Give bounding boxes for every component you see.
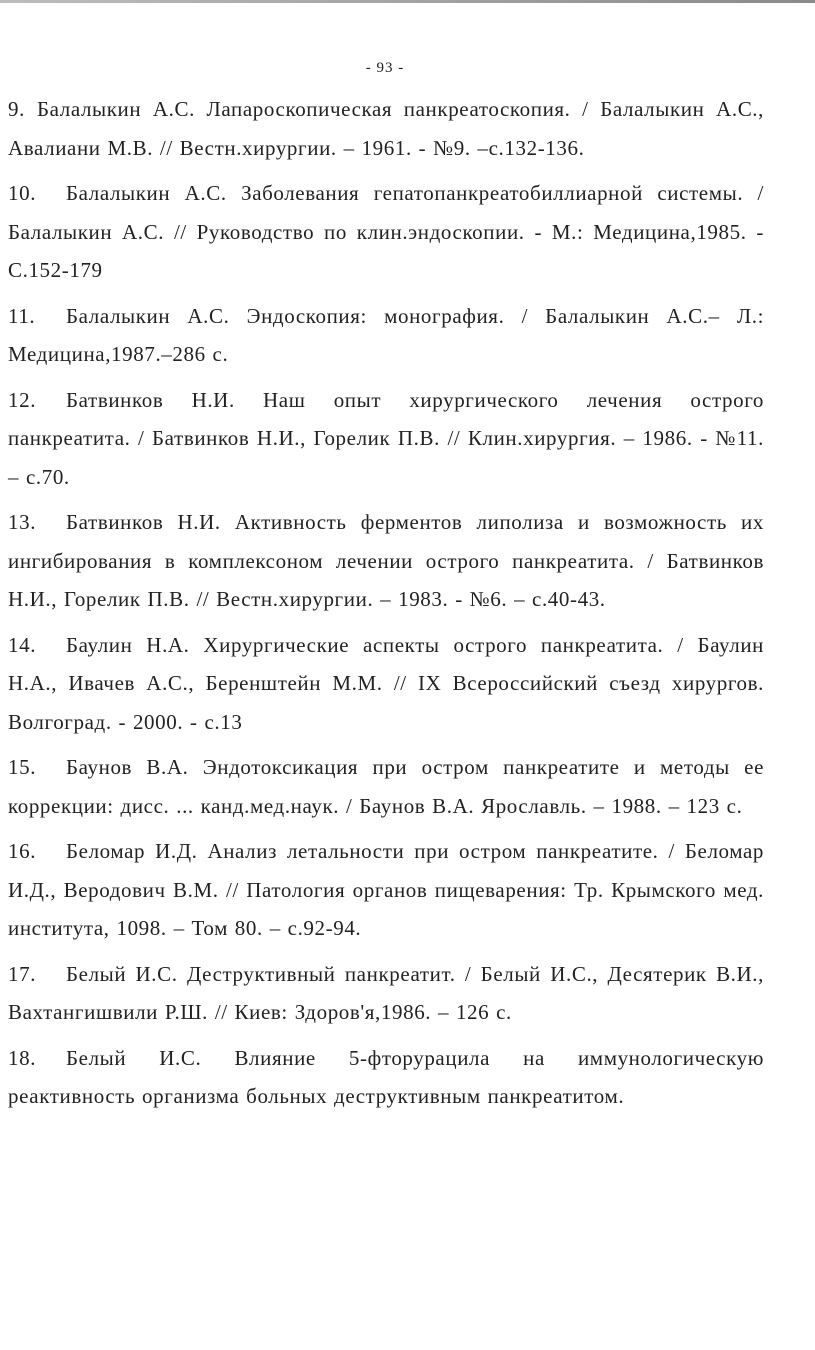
reference-item — [8, 748, 764, 825]
reference-item — [8, 503, 764, 619]
reference-text: Баулин Н.А. Хирургические аспекты острого панкреатита. / Баулин Н.А., Ивачев А.С., Беренштейн М.М. // IX Всероссийский съезд хирургов. Волгоград. - 2000. - с.13 — [8, 632, 764, 734]
reference-text: Баунов В.А. Эндотоксикация при остром панкреатите и методы ее коррекции: дисс. ... канд.мед.наук. / Баунов В.А. Ярославль. – 1988. – 123 с. — [8, 755, 764, 818]
reference-number: 13. — [8, 510, 37, 534]
reference-text: Балалыкин А.С. Заболевания гепатопанкреатобиллиарной системы. / Балалыкин А.С. // Руководство по клин.эндоскопии. - М.: Медицина,1985. - С.152-179 — [8, 181, 764, 282]
reference-text: Белый И.С. Деструктивный панкреатит. / Белый И.С., Десятерик В.И., Вахтангишвили Р.Ш. // Киев: Здоров'я,1986. – 126 с. — [8, 961, 764, 1024]
reference-number: 11. — [8, 303, 36, 328]
reference-number: 9. — [8, 97, 25, 121]
reference-number: 17. — [8, 961, 37, 986]
reference-text: Батвинков Н.И. Активность ферментов липолиза и возможность их ингибирования в комплексоном лечении острого панкреатита. / Батвинков Н.И., Горелик П.В. // Вестн.хирургии. – 1983. - №6. – с.40-43. — [8, 510, 764, 611]
reference-text: Балалыкин А.С. Лапароскопическая панкреатоскопия. / Балалыкин А.С., Авалиани М.В. // Вестн.хирургии. – 1961. - №9. –с.132-136. — [8, 97, 764, 160]
reference-item — [8, 832, 764, 948]
reference-text: Белый И.С. Влияние 5-фторурацила на иммунологическую реактивность организма больных деструктивным панкреатитом. — [8, 1045, 764, 1108]
reference-item — [8, 90, 764, 167]
reference-number: 15. — [8, 755, 37, 779]
reference-text: Беломар И.Д. Анализ летальности при остром панкреатите. / Беломар И.Д., Веродович В.М. // Патология органов пищеварения: Тр. Крымского мед. института, 1098. – Том 80. – с.92-94. — [8, 839, 764, 940]
reference-list — [8, 90, 764, 1123]
reference-number: 12. — [8, 387, 37, 412]
reference-text: Батвинков Н.И. Наш опыт хирургического лечения острого панкреатита. / Батвинков Н.И., Горелик П.В. // Клин.хирургия. – 1986. - №11. – с.70. — [8, 387, 764, 489]
reference-number: 10. — [8, 181, 37, 205]
reference-item — [8, 297, 764, 374]
reference-text: Балалыкин А.С. Эндоскопия: монография. / Балалыкин А.С.– Л.: Медицина,1987.–286 с. — [8, 303, 764, 366]
reference-item — [8, 626, 764, 742]
reference-item — [8, 381, 764, 497]
reference-number: 16. — [8, 839, 37, 863]
reference-number: 14. — [8, 632, 37, 657]
reference-item — [8, 1039, 764, 1116]
reference-item — [8, 174, 764, 290]
page-number: - 93 - — [365, 60, 405, 76]
reference-number: 18. — [8, 1045, 37, 1070]
reference-item — [8, 955, 764, 1032]
